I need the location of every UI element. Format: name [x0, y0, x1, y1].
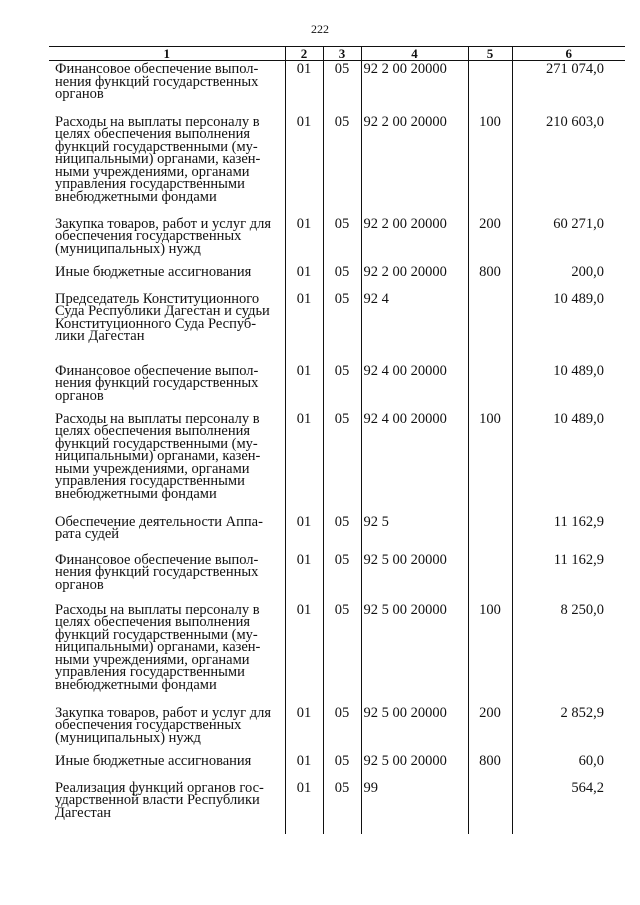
target-article-cell: 92 4 00 20000 — [361, 413, 468, 516]
column-header: 3 — [323, 47, 361, 61]
table-row — [49, 266, 625, 293]
target-article-cell: 92 2 00 20000 — [361, 266, 468, 293]
column-header: 6 — [512, 47, 625, 61]
section-code-cell: 01 — [285, 516, 323, 554]
row-name-cell: Расходы на выплаты персоналу в целях обеспечения выполнения функций государственными (му-ниципальными) органами, казен-ными учреждениями, органами управления государственными внебюджетными фондами — [49, 413, 285, 516]
amount-cell: 11 162,9 — [512, 554, 625, 604]
expense-type-cell — [468, 293, 512, 365]
section-code-cell: 01 — [285, 266, 323, 293]
subsection-code-cell: 05 — [323, 554, 361, 604]
target-article-cell: 92 5 00 20000 — [361, 755, 468, 782]
expense-type-cell: 100 — [468, 604, 512, 707]
subsection-code-cell: 05 — [323, 218, 361, 266]
subsection-code-cell: 05 — [323, 604, 361, 707]
target-article-cell: 92 5 00 20000 — [361, 554, 468, 604]
row-name-cell: Финансовое обеспечение выпол-нения функций государственных органов — [49, 365, 285, 413]
section-code-cell: 01 — [285, 218, 323, 266]
amount-cell: 2 852,9 — [512, 707, 625, 755]
table-row — [49, 516, 625, 554]
column-header: 5 — [468, 47, 512, 61]
section-code-cell: 01 — [285, 707, 323, 755]
section-code-cell: 01 — [285, 61, 323, 116]
section-code-cell: 01 — [285, 782, 323, 834]
expense-type-cell: 200 — [468, 218, 512, 266]
row-name-cell: Закупка товаров, работ и услуг для обеспечения государственных (муниципальных) нужд — [49, 707, 285, 755]
table-row — [49, 782, 625, 834]
table-row — [49, 604, 625, 707]
subsection-code-cell: 05 — [323, 782, 361, 834]
row-name-cell: Финансовое обеспечение выпол-нения функций государственных органов — [49, 61, 285, 116]
row-name-cell: Иные бюджетные ассигнования — [49, 755, 285, 782]
amount-cell: 564,2 — [512, 782, 625, 834]
column-header: 1 — [49, 47, 285, 61]
table-row — [49, 61, 625, 116]
row-name-cell: Обеспечение деятельности Аппа-рата судей — [49, 516, 285, 554]
subsection-code-cell: 05 — [323, 707, 361, 755]
row-name-cell: Иные бюджетные ассигнования — [49, 266, 285, 293]
section-code-cell: 01 — [285, 116, 323, 218]
section-code-cell: 01 — [285, 293, 323, 365]
amount-cell: 10 489,0 — [512, 365, 625, 413]
section-code-cell: 01 — [285, 755, 323, 782]
table-row — [49, 218, 625, 266]
target-article-cell: 92 2 00 20000 — [361, 61, 468, 116]
section-code-cell: 01 — [285, 554, 323, 604]
subsection-code-cell: 05 — [323, 266, 361, 293]
expense-type-cell: 800 — [468, 266, 512, 293]
expense-type-cell — [468, 554, 512, 604]
amount-cell: 10 489,0 — [512, 413, 625, 516]
section-code-cell: 01 — [285, 365, 323, 413]
table-row — [49, 707, 625, 755]
column-header: 2 — [285, 47, 323, 61]
target-article-cell: 92 5 00 20000 — [361, 707, 468, 755]
expense-type-cell: 200 — [468, 707, 512, 755]
expense-type-cell: 100 — [468, 413, 512, 516]
subsection-code-cell: 05 — [323, 293, 361, 365]
section-code-cell: 01 — [285, 413, 323, 516]
target-article-cell: 92 5 — [361, 516, 468, 554]
expense-type-cell: 800 — [468, 755, 512, 782]
expense-type-cell — [468, 365, 512, 413]
target-article-cell: 99 — [361, 782, 468, 834]
table-row — [49, 413, 625, 516]
expense-type-cell: 100 — [468, 116, 512, 218]
table-row — [49, 554, 625, 604]
amount-cell: 200,0 — [512, 266, 625, 293]
target-article-cell: 92 2 00 20000 — [361, 116, 468, 218]
subsection-code-cell: 05 — [323, 365, 361, 413]
table-row — [49, 365, 625, 413]
expense-type-cell — [468, 516, 512, 554]
table-row — [49, 755, 625, 782]
expense-type-cell — [468, 61, 512, 116]
subsection-code-cell: 05 — [323, 116, 361, 218]
target-article-cell: 92 4 — [361, 293, 468, 365]
subsection-code-cell: 05 — [323, 61, 361, 116]
amount-cell: 10 489,0 — [512, 293, 625, 365]
header-row — [49, 47, 625, 61]
row-name-cell: Реализация функций органов гос-ударственной власти Республики Дагестан — [49, 782, 285, 834]
target-article-cell: 92 4 00 20000 — [361, 365, 468, 413]
amount-cell: 210 603,0 — [512, 116, 625, 218]
row-name-cell: Финансовое обеспечение выпол-нения функций государственных органов — [49, 554, 285, 604]
table-row — [49, 293, 625, 365]
target-article-cell: 92 5 00 20000 — [361, 604, 468, 707]
amount-cell: 8 250,0 — [512, 604, 625, 707]
table-row — [49, 116, 625, 218]
amount-cell: 271 074,0 — [512, 61, 625, 116]
amount-cell: 60 271,0 — [512, 218, 625, 266]
row-name-cell: Закупка товаров, работ и услуг для обеспечения государственных (муниципальных) нужд — [49, 218, 285, 266]
subsection-code-cell: 05 — [323, 755, 361, 782]
expense-type-cell — [468, 782, 512, 834]
subsection-code-cell: 05 — [323, 516, 361, 554]
subsection-code-cell: 05 — [323, 413, 361, 516]
row-name-cell: Расходы на выплаты персоналу в целях обеспечения выполнения функций государственными (му-ниципальными) органами, казен-ными учреждениями, органами управления государственными внебюджетными фондами — [49, 604, 285, 707]
section-code-cell: 01 — [285, 604, 323, 707]
column-header: 4 — [361, 47, 468, 61]
amount-cell: 11 162,9 — [512, 516, 625, 554]
budget-table — [49, 46, 625, 834]
amount-cell: 60,0 — [512, 755, 625, 782]
target-article-cell: 92 2 00 20000 — [361, 218, 468, 266]
row-name-cell: Председатель Конституционного Суда Республики Дагестан и судьи Конституционного Суда Респуб-лики Дагестан — [49, 293, 285, 365]
row-name-cell: Расходы на выплаты персоналу в целях обеспечения выполнения функций государственными (му-ниципальными) органами, казен-ными учреждениями, органами управления государственными внебюджетными фондами — [49, 116, 285, 218]
page-number: 222 — [311, 22, 329, 36]
